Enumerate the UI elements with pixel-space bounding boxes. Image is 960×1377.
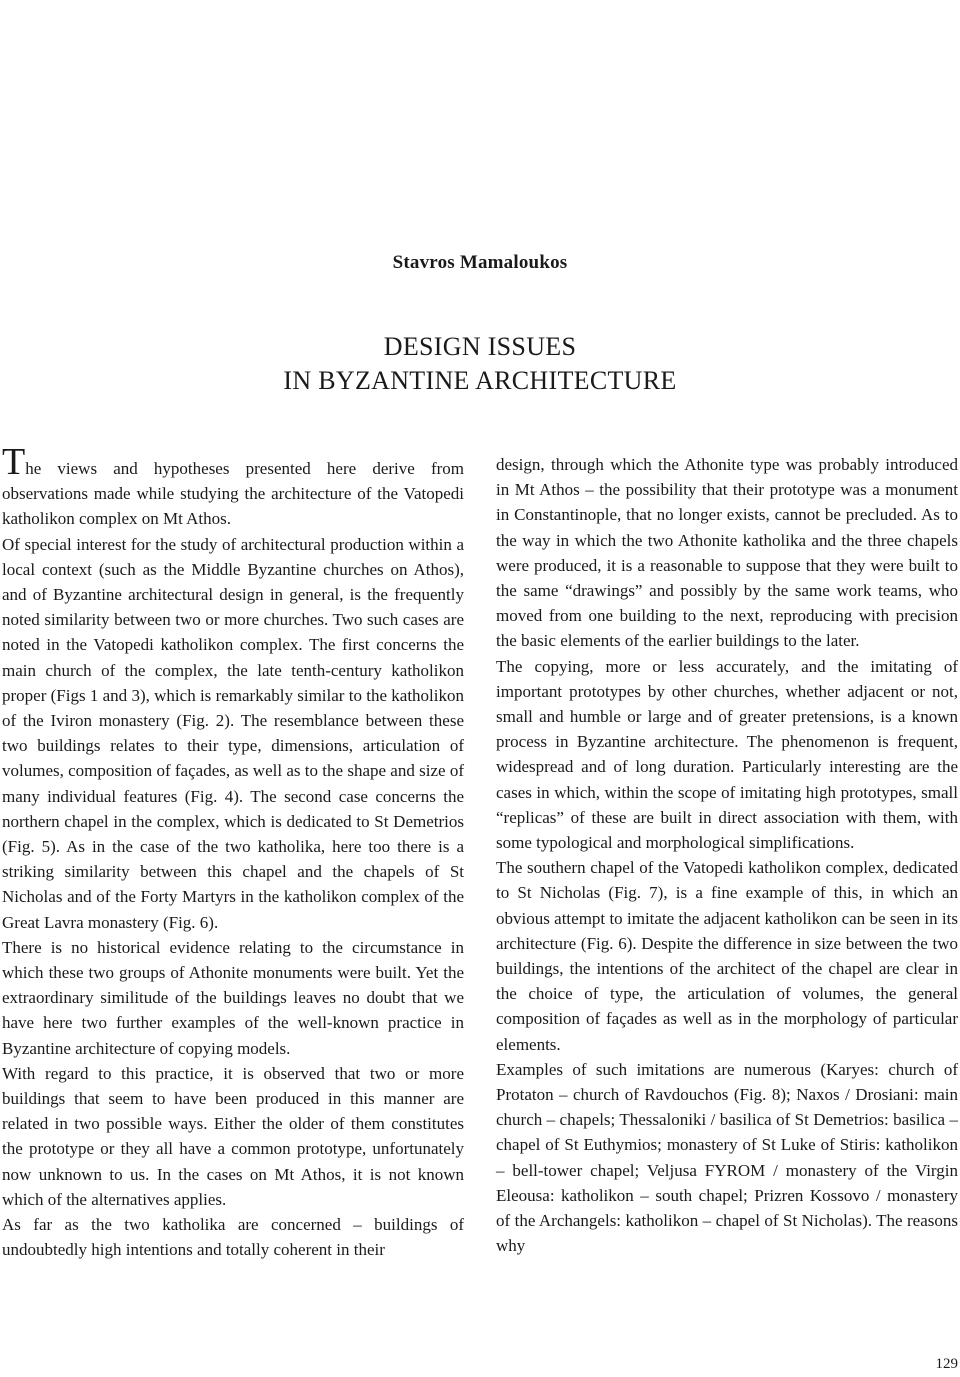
paragraph: As far as the two katholika are concerned – buildings of undoubtedly high intentions and totally coherent in their [2,1215,464,1260]
paragraph: design, through which the Athonite type was probably introduced in Mt Athos – the possibility that their prototype was a monument in Constantinople, that no longer exists, cannot be precluded. As to the way in which the two Athonite katholika and the three chapels were produced, it is a reasonable to suppose that they were built to the same “drawings” and possibly by the same work teams, who moved from one building to the next, reproducing with precision the basic elements of the earlier buildings to the later. [496,455,958,651]
author-name: Stavros Mamaloukos [392,252,568,273]
page-number: 129 [935,1356,958,1372]
paragraph: With regard to this practice, it is observed that two or more buildings that seem to have been produced in this manner are related in two possible ways. Either the older of them constitutes the prototype or they all have a common prototype, unfortunately now unknown to us. In the cases on Mt Athos, it is not known which of the alternatives applies. [2,1063,464,1209]
paragraph [2,441,464,532]
paragraph: Examples of such imitations are numerous (Karyes: church of Protaton – church of Ravdouchos (Fig. 8); Naxos / Drosiani: main church – chapels; Thessaloniki / basilica of St Demetrios: basilica – chapel of St Euthymios; monastery of St Luke of Stiris: katholikon – bell-tower chapel; Veljusa FYROM / monastery of the Virgin Eleousa: katholikon – south chapel; Prizren Kossovo / monastery of the Archangels: katholikon – chapel of St Nicholas). The reasons why [496,1059,958,1256]
title-line-2: IN BYZANTINE ARCHITECTURE [283,366,677,395]
paragraph: There is no historical evidence relating to the circumstance in which these two groups of Athonite monuments were built. Yet the extraordinary similitude of the buildings leaves no doubt that we have here two further examples of the well-known practice in Byzantine architecture of copying models. [2,937,464,1058]
right-column [496,452,958,1259]
paragraph: Of special interest for the study of architectural production within a local context (such as the Middle Byzantine churches on Athos), and of Byzantine architectural design in general, is the frequently noted similarity between two or more churches. Two such cases are noted in the Vatopedi katholikon complex. The first concerns the main church of the complex, the late tenth-century katholikon proper (Figs 1 and 3), which is remarkably similar to the katholikon of the Iviron monastery (Fig. 2). The resemblance between these two buildings relates to their type, dimensions, articulation of volumes, composition of façades, as well as to the shape and size of many individual features (Fig. 4). The second case concerns the northern chapel in the complex, which is dedicated to St Demetrios (Fig. 5). As in the case of the two katholika, here too there is a striking similarity between this chapel and the chapels of St Nicholas and of the Forty Martyrs in the katholikon complex of the Great Lavra monastery (Fig. 6). [2,534,464,932]
paragraph: The southern chapel of the Vatopedi katholikon complex, dedicated to St Nicholas (Fig. 7), is a fine example of this, in which an obvious attempt to imitate the adjacent katholikon can be seen in its architecture (Fig. 6). Despite the difference in size between the two buildings, the intentions of the architect of the chapel are clear in the choice of type, the articulation of volumes, the general composition of façades as well as in the morphology of particular elements. [496,858,958,1054]
drop-cap: T [2,441,26,483]
left-column [2,441,464,1263]
paragraph: The copying, more or less accurately, and the imitating of important prototypes by other churches, whether adjacent or not, small and humble or large and of greater pretensions, is a known process in Byzantine architecture. The phenomenon is frequent, widespread and of long duration. Particularly interesting are the cases in which, within the scope of imitating high prototypes, small “replicas” of these are built in direct association with them, with some typological and morphological simplifications. [496,656,958,853]
paragraph-text: he views and hypotheses presented here derive from observations made while studying the architecture of the Vatopedi katholikon complex on Mt Athos. [2,459,464,529]
title-line-1: DESIGN ISSUES [383,332,577,361]
article-title [0,330,960,398]
